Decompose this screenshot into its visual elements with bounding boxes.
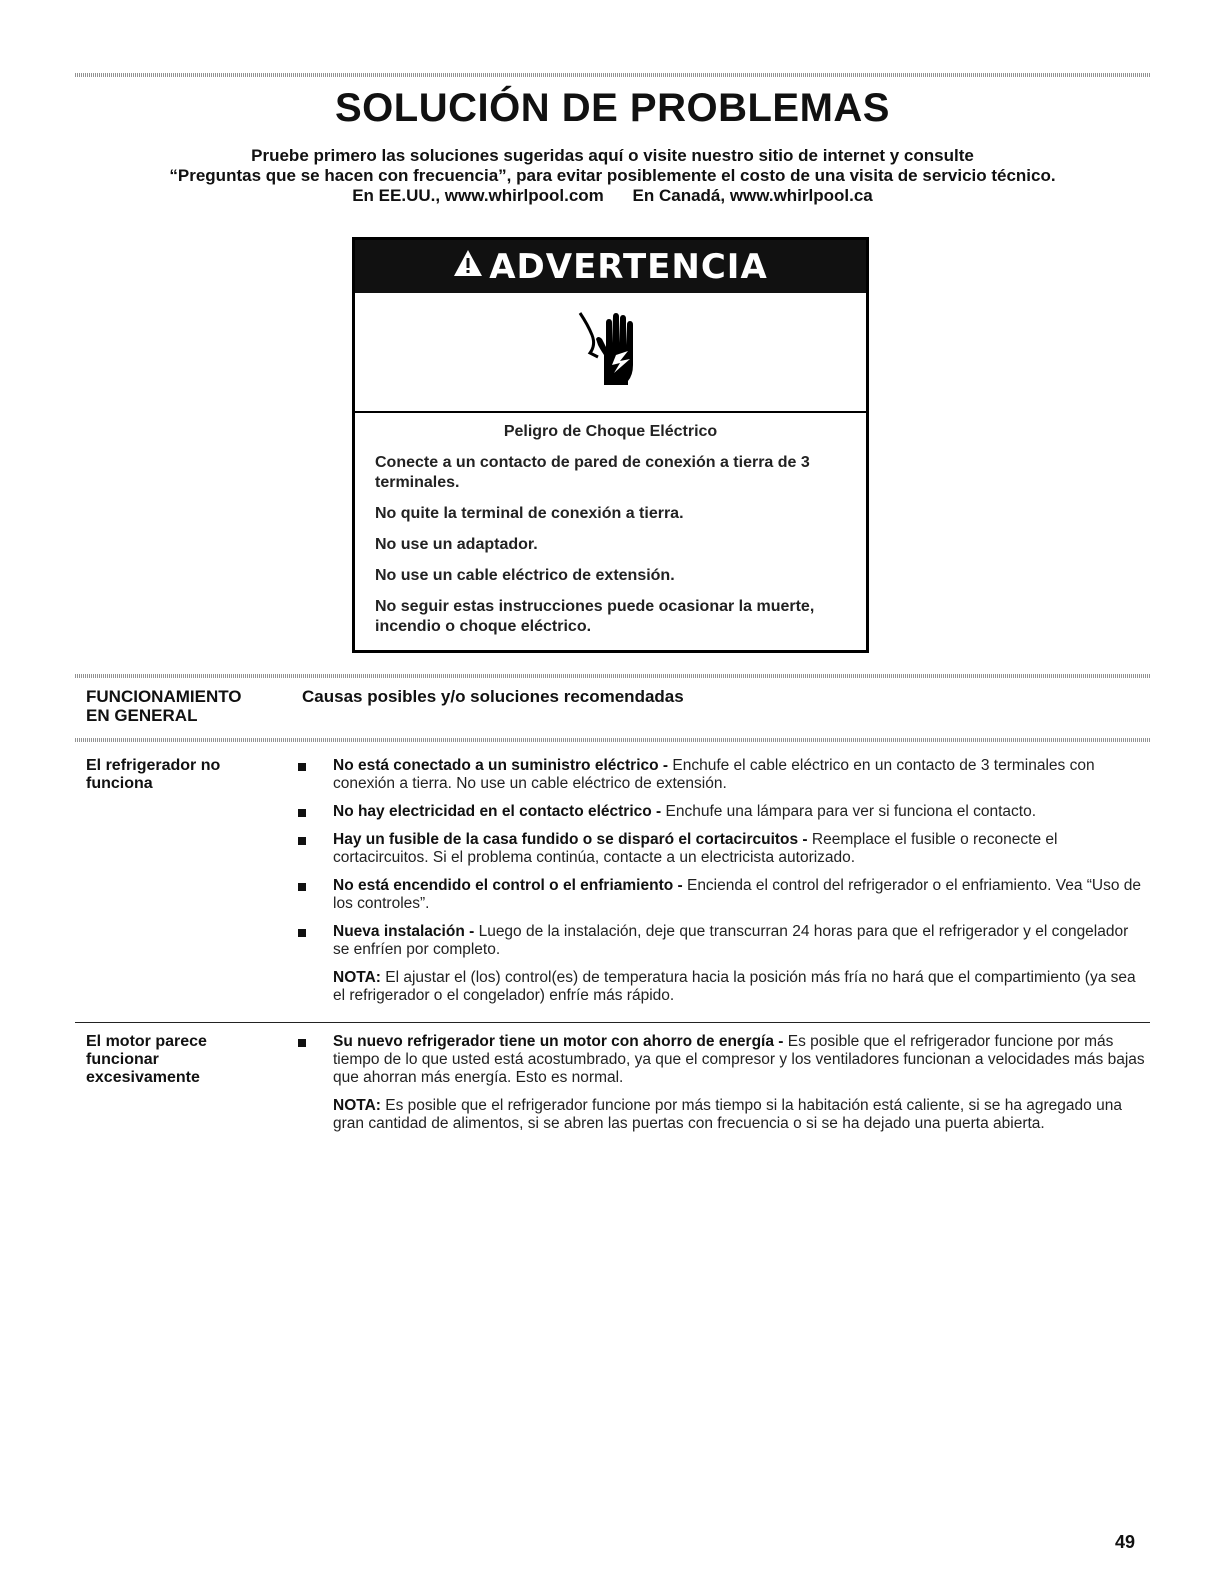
warning-header <box>355 240 866 293</box>
page-number: 49 <box>1115 1532 1136 1552</box>
page-title: SOLUCIÓN DE PROBLEMAS <box>335 86 890 130</box>
url-us: En EE.UU., www.whirlpool.com <box>352 186 604 205</box>
item-solution: Reemplace el fusible o reconecte el cortacircuitos. Si el problema continúa, contacte a un electricista autorizado. <box>333 831 1058 866</box>
table-top-rule <box>75 674 1150 678</box>
item-cause: Nueva instalación - <box>333 923 475 940</box>
header-bottom-rule <box>75 738 1150 742</box>
intro-line-1: Pruebe primero las soluciones sugeridas aquí o visite nuestro sitio de internet y consulte <box>251 146 974 165</box>
intro-line-2: “Preguntas que se hacen con frecuencia”, para evitar posiblemente el costo de una visita de servicio técnico. <box>169 166 1056 185</box>
intro-urls <box>60 186 1165 206</box>
row-divider <box>75 1022 1150 1023</box>
url-ca: En Canadá, www.whirlpool.ca <box>632 186 873 205</box>
item-solution: Enchufe el cable eléctrico en un contacto de 3 terminales con conexión a tierra. No use un cable eléctrico de extensión. <box>333 757 1095 792</box>
list-item <box>295 1033 1145 1087</box>
intro-text <box>60 146 1165 206</box>
item-cause: No hay electricidad en el contacto eléctrico - <box>333 803 662 820</box>
item-solution: Luego de la instalación, deje que transcurran 24 horas para que el refrigerador y el congelador se enfríen por completo. <box>333 923 1129 958</box>
bullet-icon <box>298 1039 306 1047</box>
warning-icon-area <box>355 293 866 413</box>
warning-line: No quite la terminal de conexión a tierra. <box>375 505 684 522</box>
item-solution: Es posible que el refrigerador funcione por más tiempo de lo que usted está acostumbrado, ya que el compresor y los ventiladores funcionan a velocidades más bajas que ahorran más energía. Esto es normal. <box>333 1033 1145 1086</box>
warning-line: No use un adaptador. <box>375 536 538 553</box>
item-cause: No está encendido el control o el enfriamiento - <box>333 877 683 894</box>
item-cause: No está conectado a un suministro eléctrico - <box>333 757 669 774</box>
bullet-icon <box>298 883 306 891</box>
list-item <box>295 923 1145 959</box>
list-item <box>295 877 1145 913</box>
item-solution: Encienda el control del refrigerador o el enfriamiento. Vea “Uso de los controles”. <box>333 877 1142 912</box>
note-text: Es posible que el refrigerador funcione por más tiempo si la habitación está caliente, si se ha agregado una gran cantidad de alimentos, si se abren las puertas con frecuencia o si se ha dejado una puerta abierta. <box>333 1097 1122 1132</box>
electric-shock-hand-icon <box>576 305 646 400</box>
warning-box <box>352 237 869 653</box>
note-text: El ajustar el (los) control(es) de temperatura hacia la posición más fría no hará que el compartimiento (ya sea el refrigerador o el congelador) enfríe más rápido. <box>333 969 1136 1004</box>
row-label: El refrigerador no funciona <box>86 757 221 792</box>
note-label: NOTA: <box>333 969 381 986</box>
top-rule <box>75 73 1150 77</box>
note <box>295 969 1145 1005</box>
row-items <box>295 1033 1145 1143</box>
warning-body <box>355 413 866 637</box>
list-item <box>295 831 1145 867</box>
item-cause: Su nuevo refrigerador tiene un motor con ahorro de energía - <box>333 1033 784 1050</box>
warning-line: No seguir estas instrucciones puede ocasionar la muerte, incendio o choque eléctrico. <box>375 598 815 635</box>
warning-header-text: ADVERTENCIA <box>489 246 768 287</box>
column-header-category <box>86 687 242 725</box>
bullet-icon <box>298 929 306 937</box>
bullet-icon <box>298 763 306 771</box>
bullet-icon <box>298 837 306 845</box>
warning-line: Conecte a un contacto de pared de conexión a tierra de 3 terminales. <box>375 454 810 491</box>
column-header-line: FUNCIONAMIENTO <box>86 687 242 706</box>
note-label: NOTA: <box>333 1097 381 1114</box>
row-label: El motor parece funcionar excesivamente <box>86 1033 207 1086</box>
column-header-line: EN GENERAL <box>86 706 198 725</box>
item-cause: Hay un fusible de la casa fundido o se disparó el cortacircuitos - <box>333 831 808 848</box>
list-item <box>295 757 1145 793</box>
warning-line: No use un cable eléctrico de extensión. <box>375 567 675 584</box>
row-items <box>295 757 1145 1015</box>
item-solution: Enchufe una lámpara para ver si funciona el contacto. <box>661 803 1036 820</box>
column-header-solutions: Causas posibles y/o soluciones recomendadas <box>302 687 684 706</box>
warning-heading: Peligro de Choque Eléctrico <box>503 423 718 440</box>
warning-triangle-icon <box>453 247 483 287</box>
bullet-icon <box>298 809 306 817</box>
list-item <box>295 803 1145 821</box>
note <box>295 1097 1145 1133</box>
